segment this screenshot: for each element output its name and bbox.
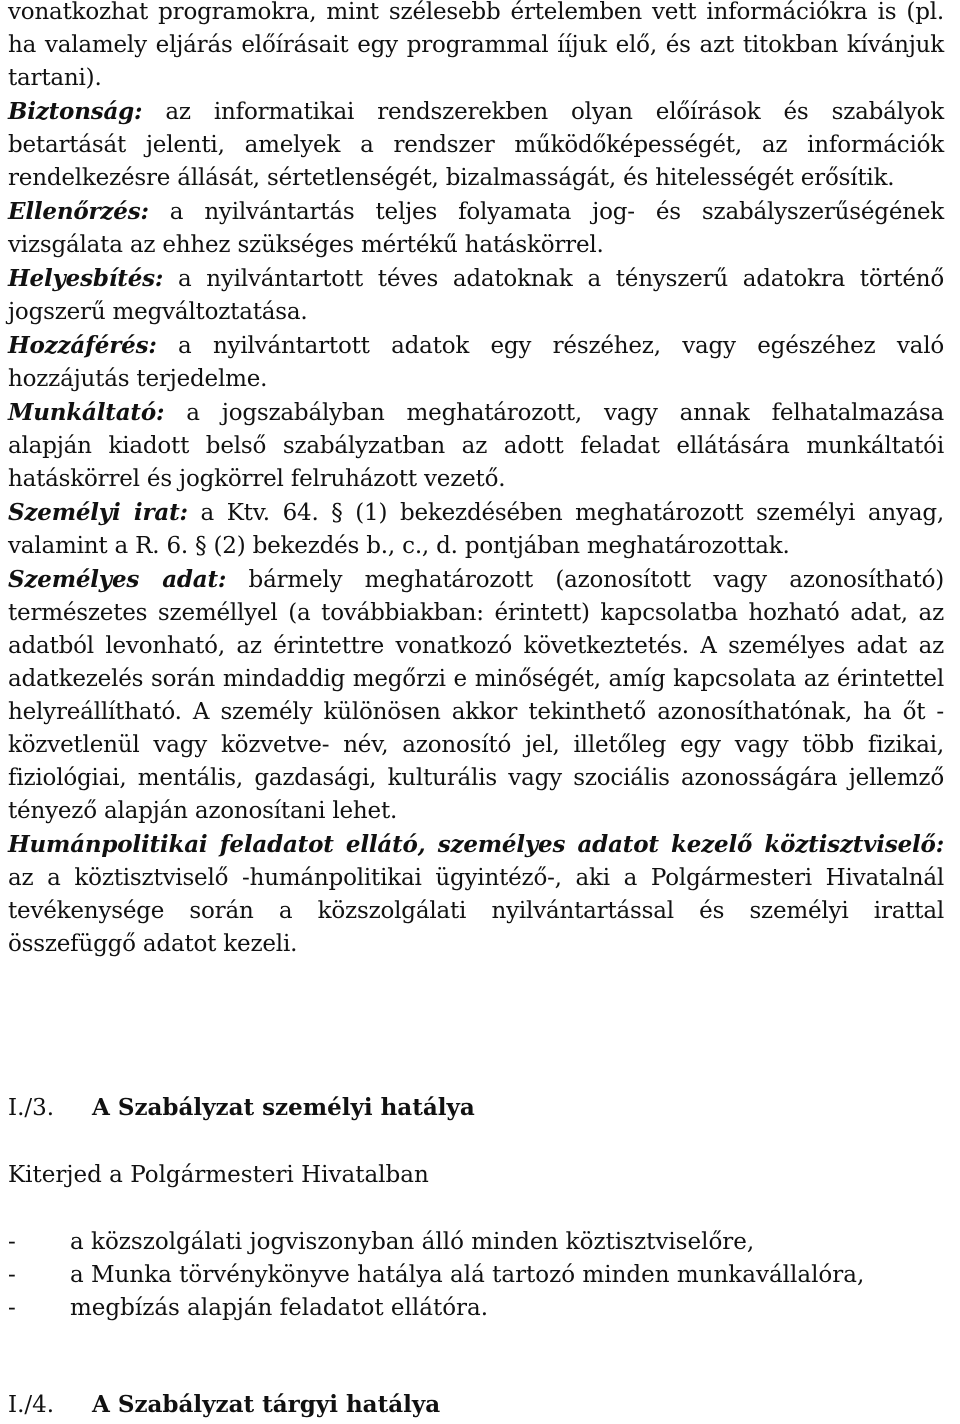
definitions-block (8, 0, 944, 961)
definition-text: bármely meghatározott (azonosított vagy azonosítható) természetes személlyel (a továbbiakban: érintett) kapcsolatba hozható adat, az adatból levonható, az érintettre vonatkozó következtetés. A személyes adat az adatkezelés során mindaddig megőrzi e minőségét, amíg kapcsolata az érintettel helyreállítható. A személy különösen akkor tekinthető azonosíthatónak, ha őt -közvetlenül vagy közvetve- név, azonosító jel, illetőleg egy vagy több fizikai, fiziológiai, mentális, gazdasági, kulturális vagy szociális azonosságára jellemző tényező alapján azonosítani lehet. (8, 567, 945, 824)
paragraph-continuation (8, 0, 944, 95)
section-number: I./4. (8, 1392, 55, 1418)
definition-ellenorzes (8, 195, 944, 262)
definition-szemelyi-irat (8, 496, 944, 563)
list-item-text: a Munka törvénykönyve hatálya alá tartozó minden munkavállalóra, (70, 1262, 865, 1288)
definition-term: Hozzáférés: (8, 332, 157, 359)
definition-biztonsag (8, 95, 944, 195)
paragraph-text: vonatkozhat programokra, mint szélesebb értelemben vett információkra is (pl. ha valamely eljárás előírásait egy programmal ííjuk elő, és azt titokban kívánjuk tartani). (8, 0, 944, 91)
list-item-text: megbízás alapján feladatot ellátóra. (70, 1295, 489, 1321)
definition-text: az informatikai rendszerekben olyan előírások és szabályok betartását jelenti, amelyek a rendszer működőképességét, az információk rendelkezésre állását, sértetlenségét, bizalmasságát, és hitelességét erősítik. (8, 99, 944, 191)
section-heading-4 (8, 1390, 440, 1420)
definition-term: Személyes adat: (8, 566, 227, 593)
definition-term: Helyesbítés: (8, 265, 164, 292)
section-number: I./3. (8, 1095, 55, 1121)
list-dash: - (8, 1229, 16, 1255)
definition-text: az a köztisztviselő -humánpolitikai ügyintéző-, aki a Polgármesteri Hivatalnál tevékenysége során a közszolgálati nyilvántartással és személyi irattal összefüggő adatot kezeli. (8, 865, 944, 957)
definition-text: a nyilvántartott adatok egy részéhez, vagy egészéhez való hozzájutás terjedelme. (8, 333, 944, 392)
definition-humanpolitikai (8, 828, 944, 961)
list-item (8, 1226, 864, 1259)
definition-szemelyes-adat (8, 563, 944, 828)
definition-hozzaferes (8, 329, 944, 396)
definition-term: Biztonság: (8, 98, 143, 125)
definition-term: Személyi irat: (8, 499, 188, 526)
list-dash: - (8, 1295, 16, 1321)
definition-helyesbites (8, 262, 944, 329)
definition-text: a nyilvántartás teljes folyamata jog- és szabályszerűségének vizsgálata az ehhez szükséges mértékű hatáskörrel. (8, 199, 944, 258)
section-heading-3 (8, 1093, 475, 1123)
list-item-text: a közszolgálati jogviszonyban álló minden köztisztviselőre, (70, 1229, 755, 1255)
scope-intro: Kiterjed a Polgármesteri Hivatalban (8, 1162, 429, 1188)
scope-list (8, 1226, 864, 1325)
definition-term: Munkáltató: (8, 399, 165, 426)
definition-munkaltato (8, 396, 944, 496)
definition-term: Humánpolitikai feladatot ellátó, személyes adatot kezelő köztisztviselő: (8, 831, 944, 858)
definition-text: a nyilvántartott téves adatoknak a tényszerű adatokra történő jogszerű megváltoztatása. (8, 266, 944, 325)
definition-text: a Ktv. 64. § (1) bekezdésében meghatározott személyi anyag, valamint a R. 6. § (2) bekezdés b., c., d. pontjában meghatározottak. (8, 500, 944, 559)
list-dash: - (8, 1262, 16, 1288)
definition-term: Ellenőrzés: (8, 198, 149, 225)
list-item (8, 1292, 864, 1325)
section-title: A Szabályzat tárgyi hatálya (92, 1391, 441, 1418)
list-item (8, 1259, 864, 1292)
section-title: A Szabályzat személyi hatálya (92, 1094, 475, 1121)
definition-text: a jogszabályban meghatározott, vagy annak felhatalmazása alapján kiadott belső szabályzatban az adott feladat ellátására munkáltatói hatáskörrel és jogkörrel felruházott vezető. (8, 400, 944, 492)
